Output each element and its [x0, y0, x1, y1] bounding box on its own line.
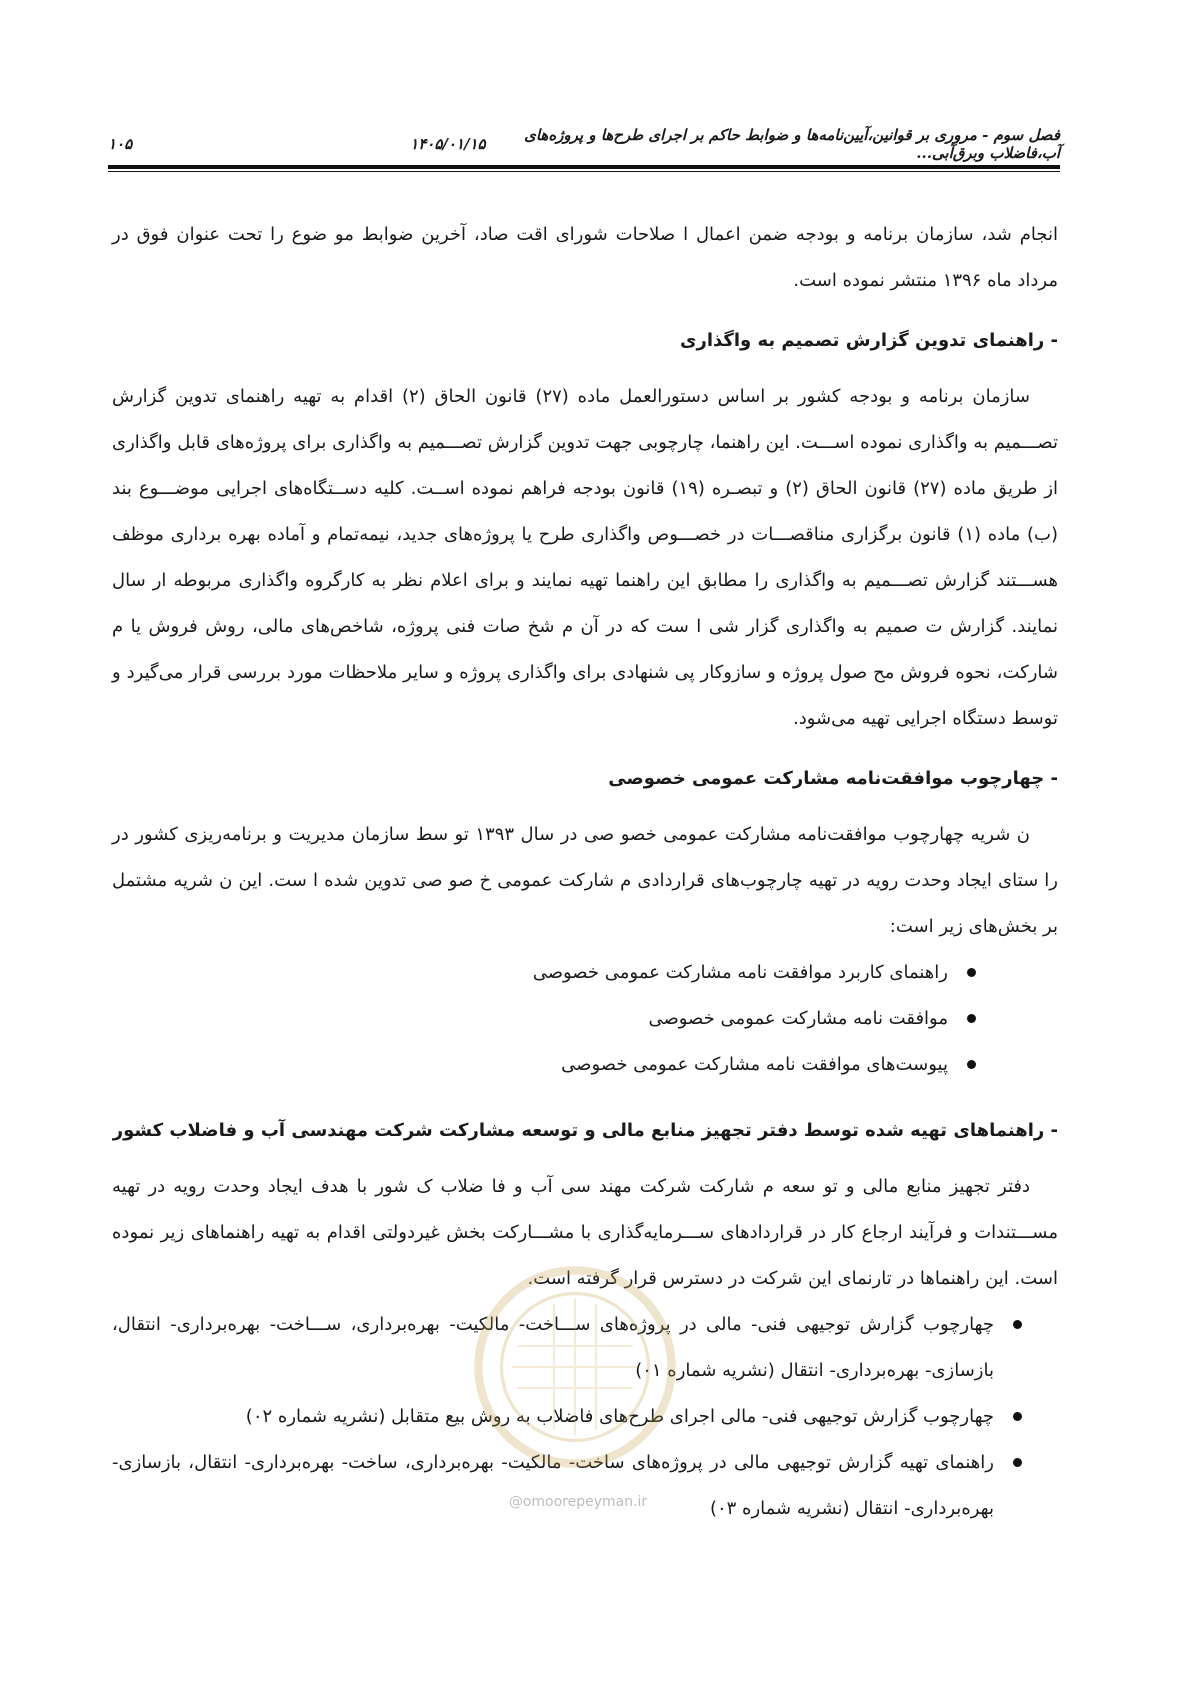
section3-paragraph: دفتر تجهیز منابع مالی و تو سعه م شارکت شرکت مهند سی آب و فا ضلاب ک شور با هدف ایجاد وحدت رویه در تهیه مســـتندات و فرآیند ارجاع کار در قراردادهای ســـرمایه‌گذاری با مشـــارکت بخش غیردولتی اقدام به تهیه راهنماهای زیر نموده است. این راهنماها در تارنمای این شرکت در دسترس قرار گرفته است. — [112, 1176, 1058, 1289]
header-spacer — [146, 135, 396, 153]
section1-paragraph: سازمان برنامه و بودجه کشور بر اساس دستورالعمل ماده (۲۷) قانون الحاق (۲) اقدام به تهیه راهنمای تدوین گزارش تصـــمیم به واگذاری نموده اســـت. این راهنما، چارچوبی جهت تدوین گزارش تصـــمیم به واگذاری برای پروژه‌های قابل واگذاری از طریق ماده (۲۷) قانون الحاق (۲) و تبصـره (۱۹) قانون بودجه فراهم نموده اســت. کلیه دســتگاه‌های اجرایی موضـــوع بند (ب) ماده (۱) قانون برگزاری مناقصـــات در خصـــوص واگذاری طرح یا پروژه‌های جدید، نیمه‌تمام و آماده بهره برداری موظف هســـتند گزارش تصـــمیم به واگذاری را مطابق این راهنما تهیه نمایند و برای اعلام نظر به کارگروه واگذاری مربوطه ار سال نمایند. گزارش ت صمیم به واگذاری گزار شی ا ست که در آن م شخ صات فنی پروژه، شاخص‌های مالی، روش فروش یا م شارکت، نحوه فروش مح صول پروژه و سازوکار پی شنهادی برای واگذاری پروژه و سایر ملاحظات مورد بررسی قرار می‌گیرد و توسط دستگاه اجرایی تهیه می‌شود. — [112, 386, 1059, 729]
section2-heading: - چهارچوب موافقت‌نامه مشارکت عمومی خصوصی — [608, 768, 1058, 789]
list-item-text: چهارچوب گزارش توجیهی فنی- مالی اجرای طرح‌های فاضلاب به روش بیع متقابل (نشریه شماره ۰۲) — [245, 1406, 994, 1427]
list-item — [112, 1302, 1022, 1394]
intro-paragraph: انجام شد، سازمان برنامه و بودجه ضمن اعمال ا صلاحات شورای اقت صاد، آخرین ضوابط مو ضوع را تحت عنوان فوق در مرداد ماه ۱۳۹۶ منتشر نموده است. — [112, 224, 1058, 291]
section3-heading: - راهنماهای تهیه شده توسط دفتر تجهیز منابع مالی و توسعه مشارکت شرکت مهندسی آب و فاضلاب کشور — [112, 1120, 1058, 1141]
header-meta — [108, 135, 486, 153]
list-item — [112, 1042, 976, 1088]
list-item — [112, 1440, 1022, 1532]
header-rule-thick — [108, 165, 1060, 169]
section2-paragraph: ن شریه چهارچوب موافقت‌نامه مشارکت عمومی خصو صی در سال ۱۳۹۳ تو سط سازمان مدیریت و برنامه‌ریزی کشور در را ستای ایجاد وحدت رویه در تهیه چارچوب‌های قراردادی م شارکت عمومی خ صو صی تدوین شده ا ست. این ن شریه مشتمل بر بخش‌های زیر است: — [112, 824, 1058, 937]
list-item-text: راهنمای تهیه گزارش توجیهی مالی در پروژه‌های ساخت- مالکیت- بهره‌برداری، ساخت- بهره‌برداری- انتقال، بازسازی- بهره‌برداری- انتقال (نشریه شماره ۰۳) — [112, 1452, 994, 1519]
list-item-text: پیوست‌های موافقت نامه مشارکت عمومی خصوصی — [561, 1054, 948, 1075]
list-item — [112, 996, 976, 1042]
header-rule-thin — [108, 171, 1060, 172]
page-number: ۱۰۵ — [108, 135, 133, 153]
list-item — [112, 1394, 1022, 1440]
header-date: ۱۴۰۵/۰۱/۱۵ — [410, 135, 486, 153]
section1-heading: - راهنمای تدوین گزارش تصمیم به واگذاری — [679, 330, 1058, 351]
bullet-icon — [967, 1014, 976, 1023]
list-item-text: موافقت نامه مشارکت عمومی خصوصی — [648, 1008, 948, 1029]
list-item-text: چهارچوب گزارش توجیهی فنی- مالی در پروژه‌های ســـاخت- مالکیت- بهره‌برداری، ســـاخت- بهره‌برداری- انتقال، بازسازی- بهره‌برداری- انتقال (نشریه شماره ۰۱) — [112, 1314, 994, 1381]
bullet-icon — [967, 968, 976, 977]
watermark-url: @omoorepeyman.ir — [508, 1494, 648, 1510]
running-header — [108, 128, 1060, 160]
list-item — [112, 950, 976, 996]
bullet-icon — [1013, 1320, 1022, 1329]
body-content — [112, 212, 1058, 1532]
section2-bullet-list — [112, 950, 1058, 1088]
list-item-text: راهنمای کاربرد موافقت نامه مشارکت عمومی خصوصی — [532, 962, 948, 983]
bullet-icon — [967, 1060, 976, 1069]
bullet-icon — [1013, 1412, 1022, 1421]
bullet-icon — [1013, 1458, 1022, 1467]
chapter-title: فصل سوم - مروری بر قوانین،آیین‌نامه‌ها و ضوابط حاکم بر اجرای طرح‌ها و پروژه‌های آب،فاضلاب وبرق‌آبی... — [524, 126, 1060, 162]
